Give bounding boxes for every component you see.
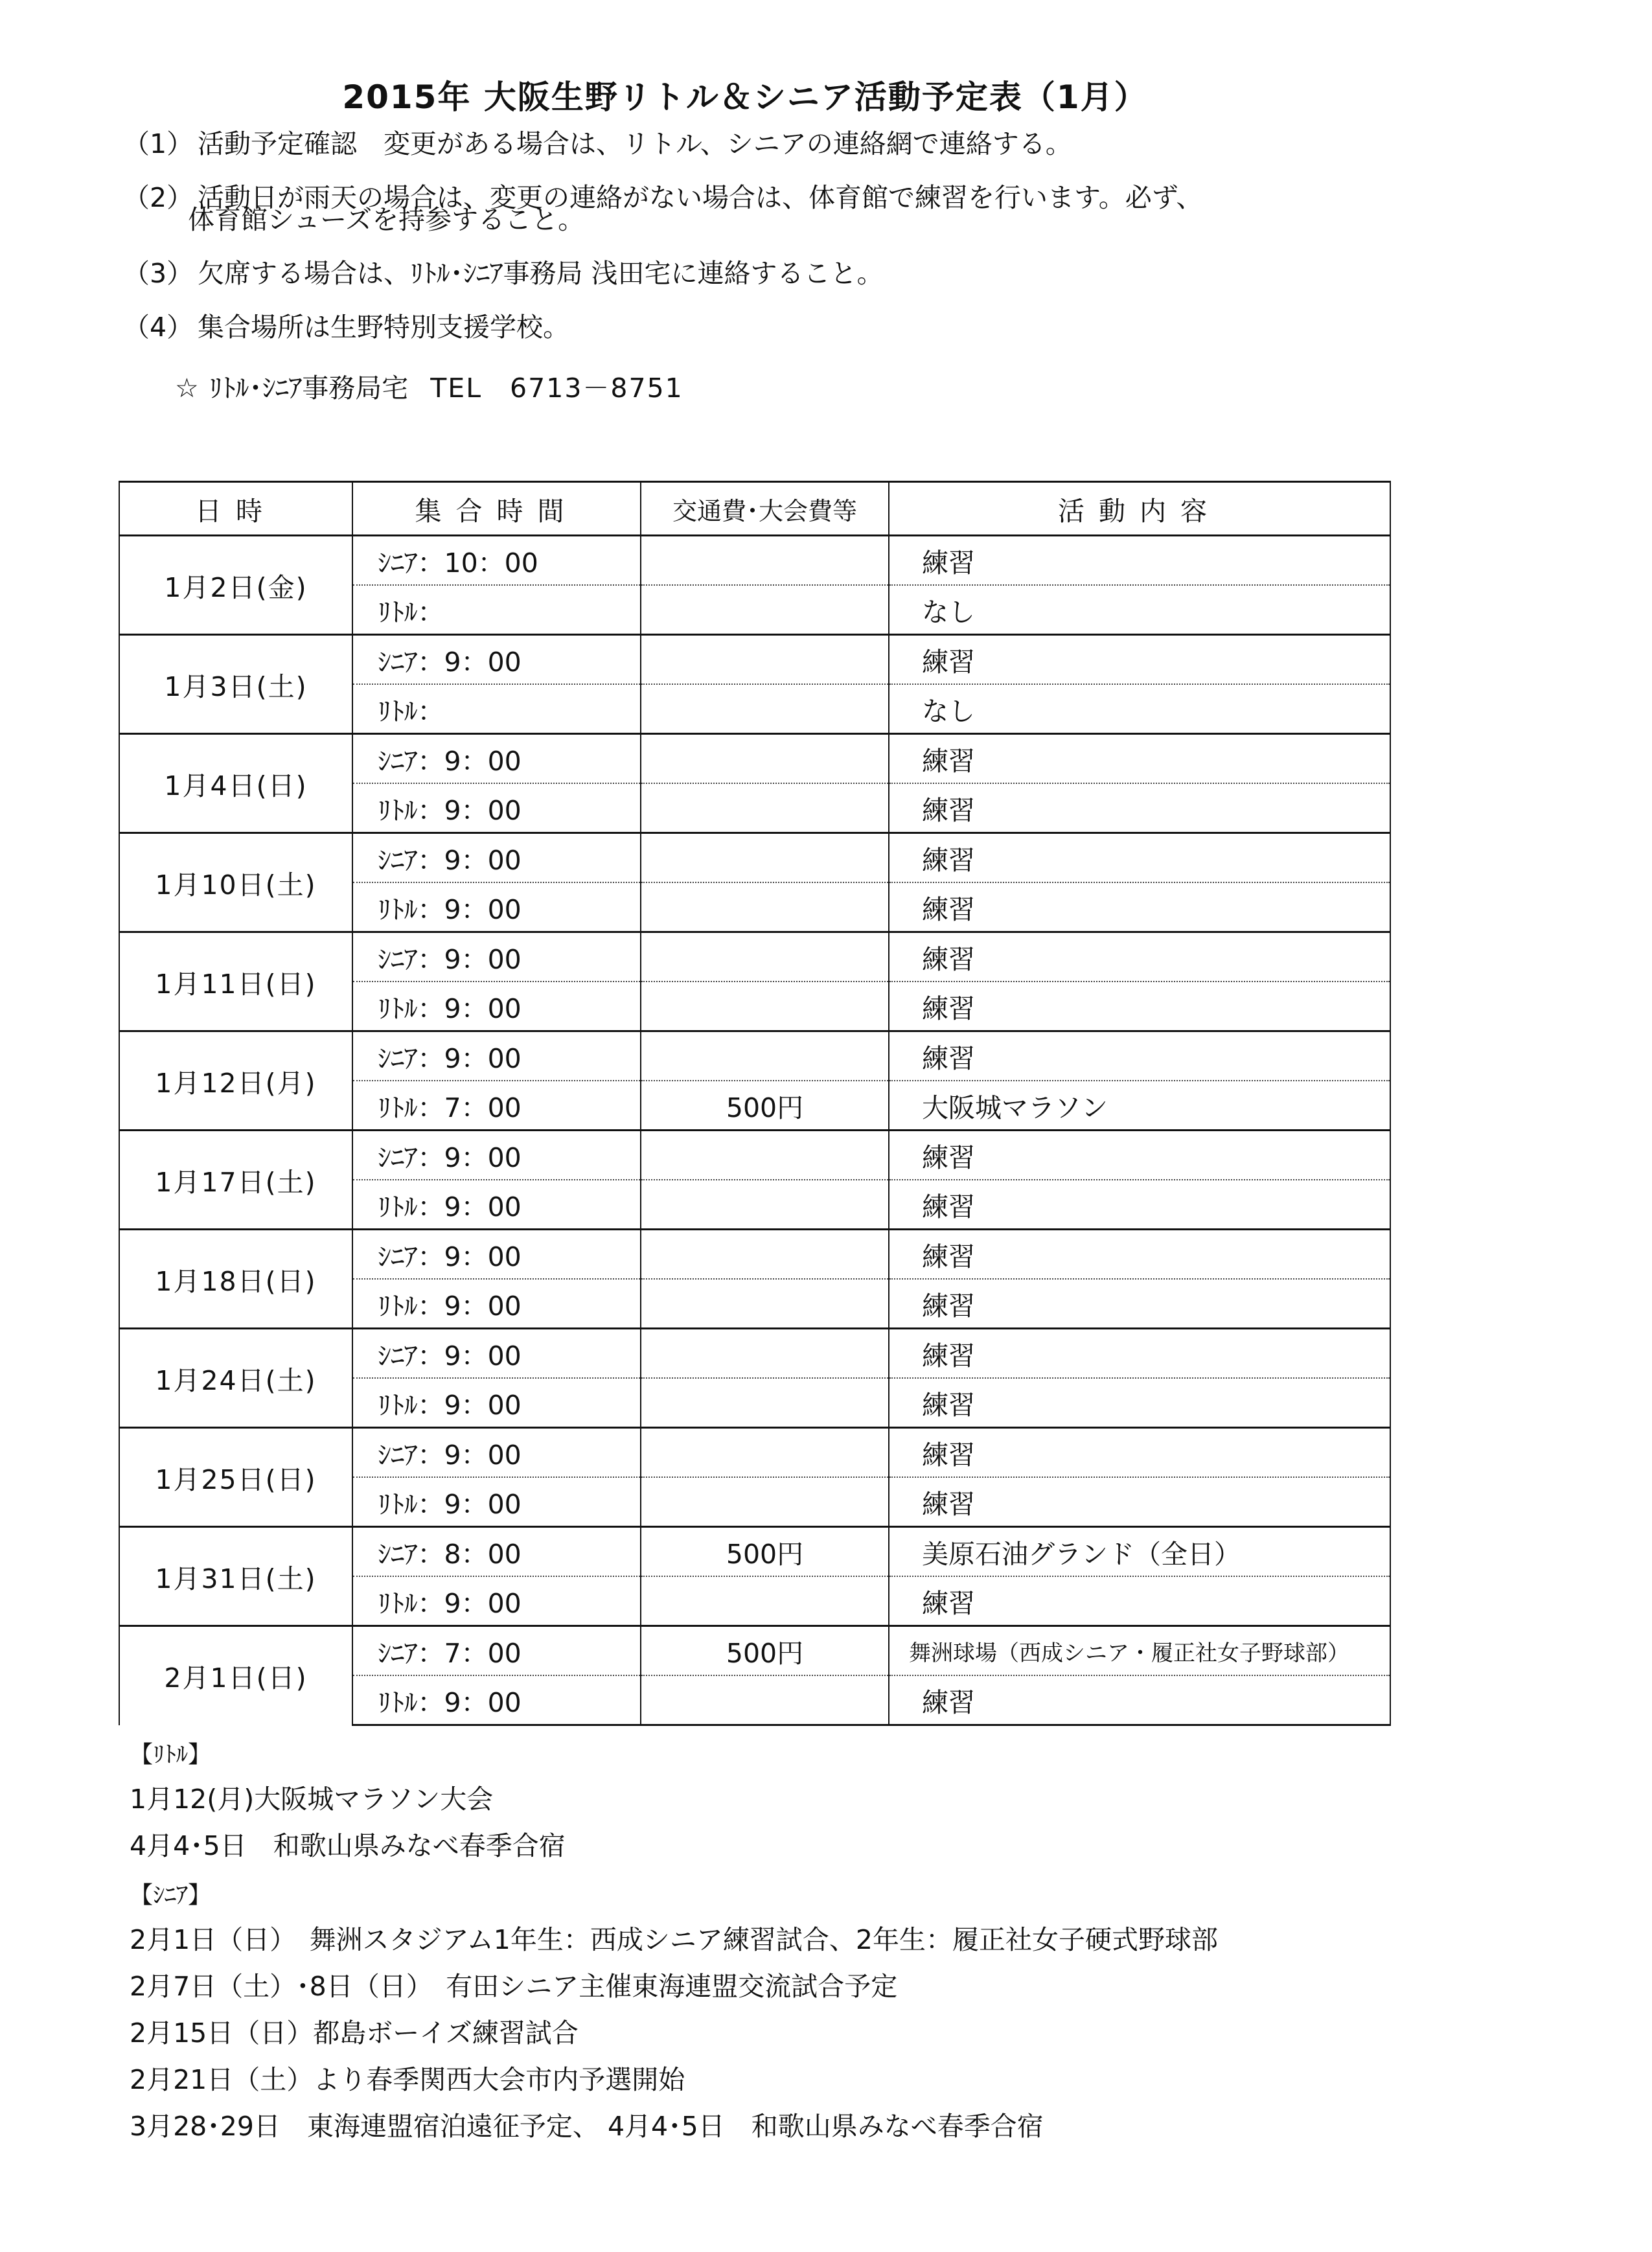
little-fee-cell: [641, 1675, 889, 1725]
little-event: 1月12(月)大阪城マラソン大会: [130, 1784, 494, 1815]
note-number: （1）: [123, 128, 194, 159]
senior-time-cell: ｼﾆｱ：7：00: [352, 1626, 641, 1676]
table-row-senior: [119, 1131, 1390, 1180]
senior-fee-cell: [641, 1428, 889, 1478]
little-activity-cell: 練習: [889, 1378, 1390, 1428]
little-time-cell: ﾘﾄﾙ：9：00: [352, 1477, 641, 1527]
contact-label: ﾘﾄﾙ･ｼﾆｱ事務局宅: [209, 373, 409, 404]
senior-activity-cell: 練習: [889, 1031, 1390, 1081]
senior-activity-cell: 練習: [889, 536, 1390, 586]
date-cell: 1月10日(土): [119, 833, 352, 932]
senior-fee-cell: [641, 1031, 889, 1081]
senior-time-cell: ｼﾆｱ：8：00: [352, 1527, 641, 1577]
senior-fee-cell: [641, 734, 889, 784]
header-meet-time: 集合時間: [352, 482, 641, 536]
note-continuation: 体育館シューズを持参すること。: [188, 204, 585, 235]
little-time-cell: ﾘﾄﾙ：9：00: [352, 783, 641, 833]
note-text: 欠席する場合は、ﾘﾄﾙ･ｼﾆｱ事務局 浅田宅に連絡すること。: [198, 258, 884, 289]
little-activity-cell: 練習: [889, 783, 1390, 833]
senior-activity-cell: 練習: [889, 635, 1390, 685]
little-heading: 【ﾘﾄﾙ】: [130, 1741, 212, 1768]
schedule-body: [119, 536, 1390, 1725]
little-time-cell: ﾘﾄﾙ：9：00: [352, 1279, 641, 1329]
contact-line: [175, 367, 1419, 405]
events-section: [130, 1736, 1555, 2157]
senior-activity-cell: 練習: [889, 1131, 1390, 1180]
senior-activity-cell: 練習: [889, 1329, 1390, 1379]
note-2: [123, 183, 1419, 234]
senior-event: 2月21日（土）より春季関西大会市内予選開始: [130, 2064, 685, 2095]
senior-event: 2月1日（日） 舞洲スタジアム1年生：西成シニア練習試合、2年生：履正社女子硬式野球部: [130, 1924, 1218, 1955]
senior-fee-cell: [641, 1230, 889, 1280]
little-time-cell: ﾘﾄﾙ：9：00: [352, 1576, 641, 1626]
little-fee-cell: [641, 783, 889, 833]
senior-fee-cell: [641, 635, 889, 685]
senior-time-cell: ｼﾆｱ：9：00: [352, 734, 641, 784]
table-row-senior: [119, 1428, 1390, 1478]
senior-time-cell: ｼﾆｱ：9：00: [352, 1329, 641, 1379]
little-fee-cell: [641, 882, 889, 932]
note-1: [123, 130, 1419, 158]
senior-fee-cell: [641, 1329, 889, 1379]
note-4: [123, 313, 1419, 341]
senior-heading: 【ｼﾆｱ】: [130, 1882, 212, 1909]
senior-fee-cell: [641, 932, 889, 982]
date-cell: 1月11日(日): [119, 932, 352, 1031]
little-event: 4月4･5日 和歌山県みなべ春季合宿: [130, 1830, 566, 1861]
little-time-cell: ﾘﾄﾙ：: [352, 684, 641, 734]
senior-time-cell: ｼﾆｱ：9：00: [352, 932, 641, 982]
little-activity-cell: 練習: [889, 1477, 1390, 1527]
little-time-cell: ﾘﾄﾙ：9：00: [352, 1180, 641, 1230]
header-date: 日時: [119, 482, 352, 536]
note-text: 集合場所は生野特別支援学校。: [198, 312, 569, 343]
little-fee-cell: [641, 1180, 889, 1230]
little-time-cell: ﾘﾄﾙ：7：00: [352, 1081, 641, 1131]
little-activity-cell: 練習: [889, 1279, 1390, 1329]
senior-time-cell: ｼﾆｱ：9：00: [352, 635, 641, 685]
date-cell: 1月3日(土): [119, 635, 352, 734]
senior-activity-cell: 練習: [889, 932, 1390, 982]
table-row-senior: [119, 1527, 1390, 1577]
senior-fee-cell: 500円: [641, 1626, 889, 1676]
little-fee-cell: [641, 1576, 889, 1626]
note-number: （2）: [123, 182, 194, 213]
little-activity-cell: 練習: [889, 882, 1390, 932]
little-time-cell: ﾘﾄﾙ：: [352, 585, 641, 635]
little-activity-cell: 大阪城マラソン: [889, 1081, 1390, 1131]
senior-time-cell: ｼﾆｱ：9：00: [352, 1230, 641, 1280]
table-row-senior: [119, 635, 1390, 685]
senior-event: 3月28･29日 東海連盟宿泊遠征予定、 4月4･5日 和歌山県みなべ春季合宿: [130, 2111, 1044, 2142]
little-fee-cell: 500円: [641, 1081, 889, 1131]
senior-time-cell: ｼﾆｱ：9：00: [352, 1031, 641, 1081]
senior-activity-cell: 練習: [889, 1428, 1390, 1478]
note-number: （4）: [123, 312, 194, 343]
date-cell: 1月4日(日): [119, 734, 352, 833]
table-row-senior: [119, 1626, 1390, 1676]
table-row-senior: [119, 932, 1390, 982]
date-cell: 1月24日(土): [119, 1329, 352, 1428]
note-text: 活動日が雨天の場合は、変更の連絡がない場合は、体育館で練習を行います。必ず、: [198, 182, 1203, 213]
note-3: [123, 259, 1419, 288]
senior-fee-cell: 500円: [641, 1527, 889, 1577]
note-text: 活動予定確認 変更がある場合は、リトル、シニアの連絡網で連絡する。: [198, 128, 1072, 159]
little-time-cell: ﾘﾄﾙ：9：00: [352, 1378, 641, 1428]
little-activity-cell: なし: [889, 585, 1390, 635]
table-header-row: [119, 482, 1390, 536]
little-activity-cell: 練習: [889, 1576, 1390, 1626]
table-row-senior: [119, 833, 1390, 883]
date-cell: 1月2日(金): [119, 536, 352, 635]
little-fee-cell: [641, 1279, 889, 1329]
little-time-cell: ﾘﾄﾙ：9：00: [352, 882, 641, 932]
date-cell: 2月1日(日): [119, 1626, 352, 1725]
page-title: 2015年 大阪生野リトル＆シニア活動予定表（1月）: [342, 78, 1148, 116]
table-row-senior: [119, 734, 1390, 784]
little-activity-cell: 練習: [889, 1675, 1390, 1725]
little-activity-cell: 練習: [889, 1180, 1390, 1230]
little-fee-cell: [641, 585, 889, 635]
senior-event: 2月7日（土）･8日（日） 有田シニア主催東海連盟交流試合予定: [130, 1971, 898, 2002]
date-cell: 1月25日(日): [119, 1428, 352, 1527]
header-activity: 活動内容: [889, 482, 1390, 536]
star-icon: ☆: [175, 373, 199, 404]
date-cell: 1月17日(土): [119, 1131, 352, 1230]
senior-time-cell: ｼﾆｱ：9：00: [352, 833, 641, 883]
little-fee-cell: [641, 684, 889, 734]
little-activity-cell: なし: [889, 684, 1390, 734]
little-time-cell: ﾘﾄﾙ：9：00: [352, 982, 641, 1031]
senior-time-cell: ｼﾆｱ：9：00: [352, 1428, 641, 1478]
header-fee: 交通費･大会費等: [641, 482, 889, 536]
senior-event: 2月15日（日）都島ボーイズ練習試合: [130, 2017, 579, 2049]
contact-tel: TEL 6713－8751: [430, 373, 683, 404]
table-row-senior: [119, 1230, 1390, 1280]
little-time-cell: ﾘﾄﾙ：9：00: [352, 1675, 641, 1725]
senior-fee-cell: [641, 536, 889, 586]
senior-time-cell: ｼﾆｱ：10：00: [352, 536, 641, 586]
note-number: （3）: [123, 258, 194, 289]
senior-activity-cell: 練習: [889, 734, 1390, 784]
little-activity-cell: 練習: [889, 982, 1390, 1031]
date-cell: 1月18日(日): [119, 1230, 352, 1329]
senior-fee-cell: [641, 1131, 889, 1180]
date-cell: 1月12日(月): [119, 1031, 352, 1131]
notes-list: [123, 130, 1419, 405]
senior-activity-cell: 練習: [889, 833, 1390, 883]
table-row-senior: [119, 1031, 1390, 1081]
senior-activity-cell: 練習: [889, 1230, 1390, 1280]
date-cell: 1月31日(土): [119, 1527, 352, 1626]
senior-activity-cell: 舞洲球場（西成シニア・履正社女子野球部）: [889, 1626, 1390, 1676]
schedule-table: [119, 481, 1391, 1726]
little-fee-cell: [641, 1378, 889, 1428]
little-fee-cell: [641, 982, 889, 1031]
table-row-senior: [119, 1329, 1390, 1379]
senior-time-cell: ｼﾆｱ：9：00: [352, 1131, 641, 1180]
little-fee-cell: [641, 1477, 889, 1527]
senior-activity-cell: 美原石油グランド（全日）: [889, 1527, 1390, 1577]
table-row-senior: [119, 536, 1390, 586]
senior-fee-cell: [641, 833, 889, 883]
